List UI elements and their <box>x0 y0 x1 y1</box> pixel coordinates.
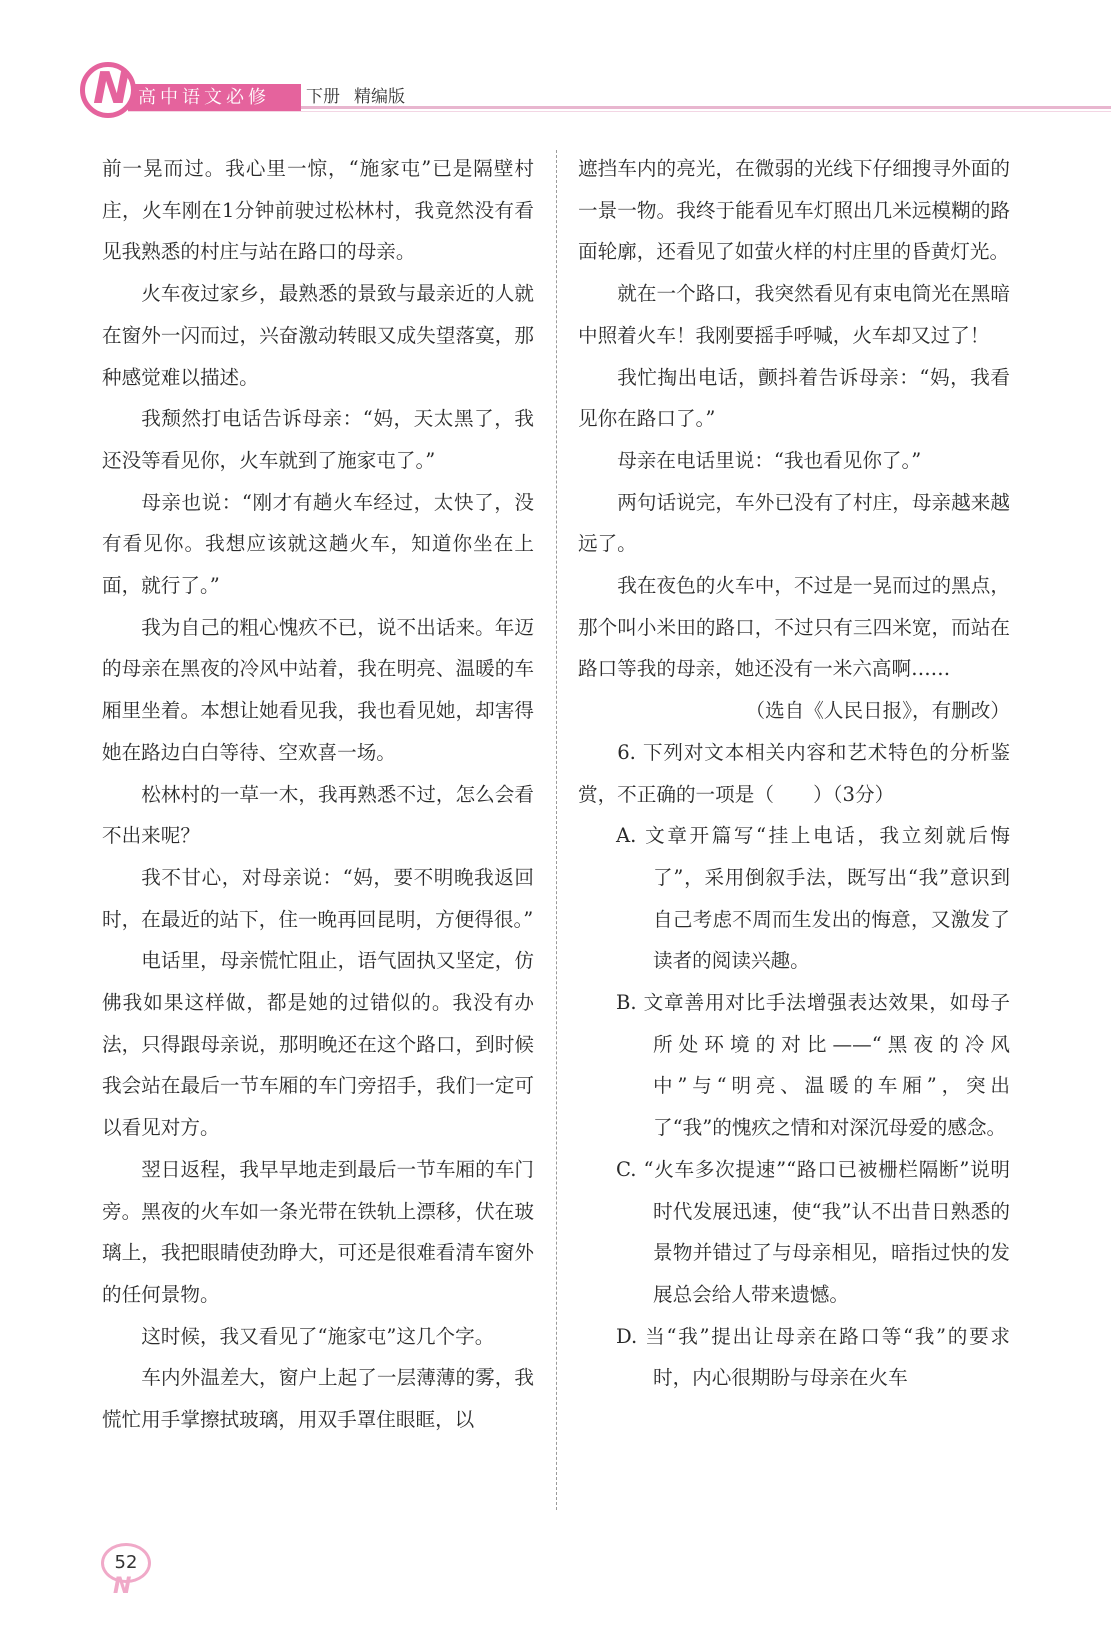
series-logo-letter: N <box>93 63 130 114</box>
option-c: C. “火车多次提速”“路口已被栅栏隔断”说明时代发展迅速，使“我”认不出昔日熟悉的景物并错过了与母亲相见，暗指过快的发展总会给人带来遗憾。 <box>616 1157 1010 1306</box>
paragraph: 松林村的一草一木，我再熟悉不过，怎么会看不出来呢？ <box>102 782 534 848</box>
column-divider <box>556 150 557 1510</box>
paragraph: 我为自己的粗心愧疚不已，说不出话来。年迈的母亲在黑夜的冷风中站着，我在明亮、温暖的车厢里坐着。本想让她看见我，我也看见她，却害得她在路边白白等待、空欢喜一场。 <box>102 615 534 764</box>
paragraph: 前一晃而过。我心里一惊，“施家屯”已是隔壁村庄，火车刚在1分钟前驶过松林村，我竟然没有看见我熟悉的村庄与站在路口的母亲。 <box>102 157 534 264</box>
volume-label: 下册 <box>306 87 340 107</box>
left-column <box>102 148 534 1441</box>
paragraph: 我颓然打电话告诉母亲：“妈，天太黑了，我还没等看见你，火车就到了施家屯了。” <box>102 407 534 472</box>
paragraph: 车内外温差大，窗户上起了一层薄薄的雾，我慌忙用手掌擦拭玻璃，用双手罩住眼眶，以 <box>102 1366 534 1432</box>
paragraph: 就在一个路口，我突然看见有束电筒光在黑暗中照着火车！我刚要摇手呼喊，火车却又过了！ <box>578 282 1010 347</box>
paragraph: 我忙掏出电话，颤抖着告诉母亲：“妈，我看见你在路口了。” <box>578 365 1010 431</box>
option-b: B. 文章善用对比手法增强表达效果，如母子所处环境的对比——“黑夜的冷风中”与“明亮、温暖的车厢”，突出了“我”的愧疚之情和对深沉母爱的感念。 <box>616 991 1010 1140</box>
footer-logo-letter: N <box>113 1574 132 1599</box>
book-subtitle <box>306 84 405 111</box>
header-rule-thin <box>128 111 1111 112</box>
paragraph: 我在夜色的火车中，不过是一晃而过的黑点，那个叫小米田的路口，不过只有三四米宽，而站在路口等我的母亲，她还没有一米六高啊…… <box>578 574 1010 681</box>
question-stem: 6. 下列对文本相关内容和艺术特色的分析鉴赏，不正确的一项是（ ）（3分） <box>578 740 1010 806</box>
paragraph: 母亲在电话里说：“我也看见你了。” <box>617 448 922 472</box>
right-column <box>578 148 1010 1399</box>
paragraph: 电话里，母亲慌忙阻止，语气固执又坚定，仿佛我如果这样做，都是她的过错似的。我没有办法，只得跟母亲说，那明晚还在这个路口，到时候我会站在最后一节车厢的车门旁招手，我们一定可以看见对方。 <box>102 949 534 1140</box>
paragraph: 这时候，我又看见了“施家屯”这几个字。 <box>141 1324 495 1348</box>
edition-label: 精编版 <box>354 87 405 107</box>
paragraph: 母亲也说：“刚才有趟火车经过，太快了，没有看见你。我想应该就这趟火车，知道你坐在上面，就行了。” <box>102 490 534 598</box>
book-title: 高中语文必修 <box>138 87 270 108</box>
paragraph: 火车夜过家乡，最熟悉的景致与最亲近的人就在窗外一闪而过，兴奋激动转眼又成失望落寞，那种感觉难以描述。 <box>102 282 534 389</box>
paragraph: 我不甘心，对母亲说：“妈，要不明晚我返回时，在最近的站下，住一晚再回昆明，方便得很。” <box>102 865 534 931</box>
page-number: 52 <box>114 1552 138 1573</box>
paragraph: 翌日返程，我早早地走到最后一节车厢的车门旁。黑夜的火车如一条光带在铁轨上漂移，伏在玻璃上，我把眼睛使劲睁大，可还是很难看清车窗外的任何景物。 <box>102 1157 534 1306</box>
paragraph: 两句话说完，车外已没有了村庄，母亲越来越远了。 <box>578 490 1010 556</box>
source-citation: （选自《人民日报》，有删改） <box>745 699 1010 723</box>
option-d: D. 当“我”提出让母亲在路口等“我”的要求时，内心很期盼与母亲在火车 <box>616 1324 1010 1390</box>
option-a: A. 文章开篇写“挂上电话，我立刻就后悔了”，采用倒叙手法，既写出“我”意识到自己考虑不周而生发出的悔意，又激发了读者的阅读兴趣。 <box>616 824 1010 973</box>
paragraph: 遮挡车内的亮光，在微弱的光线下仔细搜寻外面的一景一物。我终于能看见车灯照出几米远模糊的路面轮廓，还看见了如萤火样的村庄里的昏黄灯光。 <box>578 157 1010 264</box>
page-header <box>0 0 1111 120</box>
